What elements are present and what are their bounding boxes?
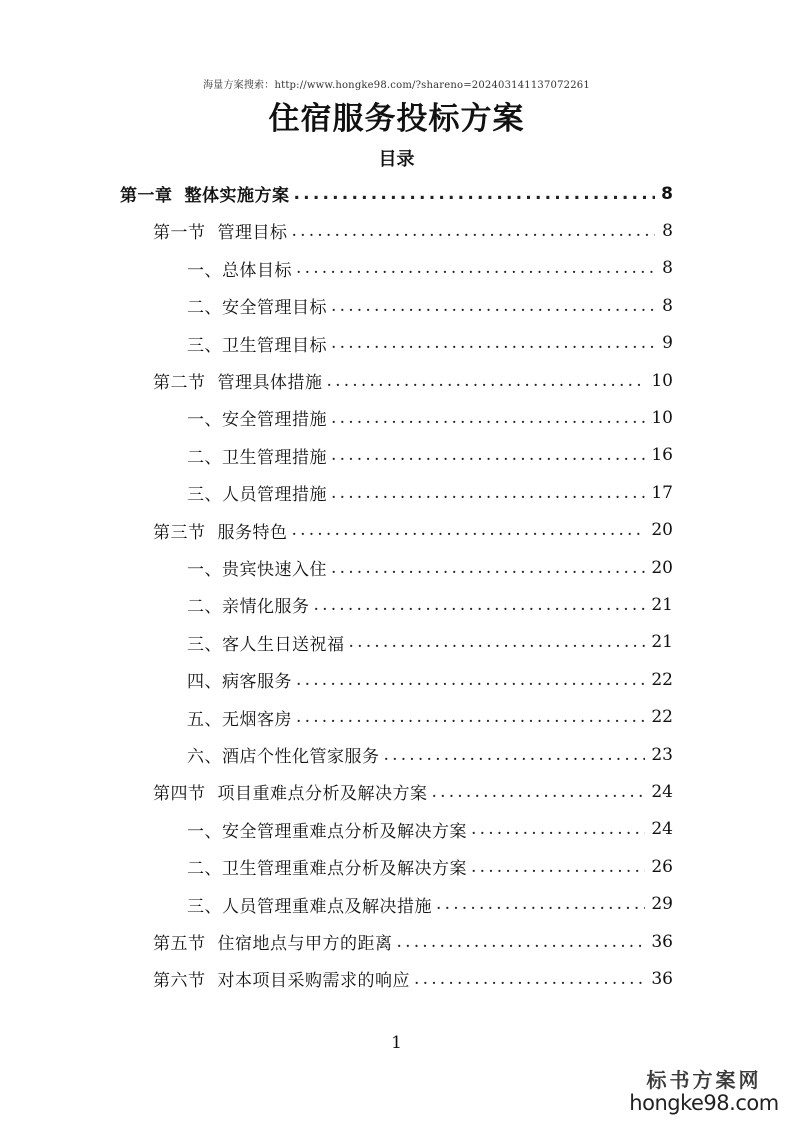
toc-entry[interactable] xyxy=(187,848,673,885)
toc-entry-page: 8 xyxy=(662,295,673,316)
toc-entry-title: 亲情化服务 xyxy=(222,597,310,618)
toc-entry-number: 五、 xyxy=(187,709,222,730)
toc-entry-label xyxy=(187,705,292,730)
toc-entry[interactable] xyxy=(187,250,673,287)
toc-entry-label xyxy=(187,443,327,468)
toc-dot-leader xyxy=(414,969,645,989)
toc-entry-label xyxy=(153,929,393,954)
header-search-url: 海量方案搜索：http://www.hongke98.com/?shareno=202403141137072261 xyxy=(203,80,590,91)
toc-entry[interactable] xyxy=(153,512,673,549)
toc-entry[interactable] xyxy=(120,175,673,212)
toc-dot-leader xyxy=(432,782,646,802)
toc-entry-number: 二、 xyxy=(187,447,222,468)
toc-entry[interactable] xyxy=(153,960,673,997)
toc-entry-label xyxy=(153,218,288,243)
toc-entry-title: 安全管理目标 xyxy=(222,298,327,319)
toc-entry[interactable] xyxy=(153,362,673,399)
toc-dot-leader xyxy=(292,520,646,540)
toc-dot-leader xyxy=(331,333,655,353)
toc-dot-leader xyxy=(384,745,646,765)
toc-entry-page: 22 xyxy=(651,707,673,728)
page-number: 1 xyxy=(391,1033,402,1053)
toc-dot-leader xyxy=(296,707,645,727)
toc-entry-title: 人员管理措施 xyxy=(222,485,327,506)
toc-entry-title: 安全管理措施 xyxy=(222,410,327,431)
toc-entry-title: 客人生日送祝福 xyxy=(222,634,345,655)
toc-entry-page: 21 xyxy=(651,594,673,615)
toc-entry-page: 8 xyxy=(661,183,673,204)
toc-entry[interactable] xyxy=(187,811,673,848)
toc-entry-page: 10 xyxy=(651,370,673,391)
toc-entry-title: 管理具体措施 xyxy=(217,373,323,393)
watermark-en-text: hongke98.com xyxy=(629,1091,779,1115)
toc-entry-page: 36 xyxy=(651,968,673,989)
toc-entry[interactable] xyxy=(153,923,673,960)
toc-entry-title: 卫生管理措施 xyxy=(222,447,327,468)
toc-entry[interactable] xyxy=(187,736,673,773)
toc-entry-page: 24 xyxy=(651,819,673,840)
document-title: 住宿服务投标方案 xyxy=(268,101,525,137)
toc-entry-number: 第五节 xyxy=(153,934,206,954)
toc-entry[interactable] xyxy=(187,399,673,436)
toc-entry-page: 29 xyxy=(651,894,673,915)
toc-entry-number: 第三节 xyxy=(153,522,206,543)
toc-entry-number: 二、 xyxy=(187,859,222,880)
toc-entry[interactable] xyxy=(187,586,673,623)
toc-entry-title: 项目重难点分析及解决方案 xyxy=(217,784,428,805)
toc-dot-leader xyxy=(397,932,646,952)
toc-entry-number: 四、 xyxy=(187,672,222,693)
toc-entry-label xyxy=(187,592,310,617)
toc-dot-leader xyxy=(436,894,645,914)
toc-entry-number: 第六节 xyxy=(153,971,206,992)
toc-dot-leader xyxy=(314,595,646,615)
toc-heading: 目录 xyxy=(378,149,415,170)
toc-entry-title: 人员管理重难点及解决措施 xyxy=(222,896,432,917)
toc-entry-title: 服务特色 xyxy=(217,522,288,543)
toc-dot-leader xyxy=(331,445,645,465)
toc-dot-leader xyxy=(331,558,645,578)
toc-entry[interactable] xyxy=(187,287,673,324)
toc-entry-label xyxy=(187,293,327,318)
toc-entry-page: 26 xyxy=(651,856,673,877)
toc-entry[interactable] xyxy=(153,773,673,810)
toc-entry-label xyxy=(153,368,323,393)
toc-entry-page: 22 xyxy=(651,669,673,690)
toc-entry-label xyxy=(187,667,292,692)
toc-entry-label xyxy=(187,256,292,281)
toc-entry[interactable] xyxy=(187,549,673,586)
toc-entry-number: 一、 xyxy=(187,260,222,281)
toc-entry-page: 8 xyxy=(662,258,673,279)
toc-entry-number: 三、 xyxy=(187,485,222,506)
toc-dot-leader xyxy=(471,819,645,839)
toc-entry-label xyxy=(153,518,288,543)
toc-entry-page: 10 xyxy=(651,407,673,428)
toc-entry-number: 一、 xyxy=(187,560,222,580)
toc-entry[interactable] xyxy=(187,474,673,511)
toc-entry-label xyxy=(153,966,410,991)
toc-entry-label xyxy=(120,181,290,206)
toc-entry-label xyxy=(187,892,432,917)
toc-dot-leader xyxy=(331,296,655,316)
watermark-logo xyxy=(629,1064,779,1115)
toc-entry-number: 二、 xyxy=(187,298,222,319)
toc-dot-leader xyxy=(349,632,646,652)
toc-entry-page: 24 xyxy=(651,781,673,802)
toc-entry-label xyxy=(187,480,327,505)
toc-entry-label xyxy=(187,630,345,655)
toc-entry-page: 20 xyxy=(651,557,673,578)
toc-entry-title: 无烟客房 xyxy=(222,709,292,730)
toc-entry[interactable] xyxy=(187,624,673,661)
toc-entry-number: 三、 xyxy=(187,335,222,356)
toc-entry-title: 酒店个性化管家服务 xyxy=(222,747,380,767)
toc-entry-page: 20 xyxy=(651,520,673,541)
toc-entry-page: 17 xyxy=(651,482,673,503)
toc-entry[interactable] xyxy=(187,699,673,736)
toc-entry-title: 病客服务 xyxy=(222,672,292,693)
toc-entry[interactable] xyxy=(187,886,673,923)
toc-dot-leader xyxy=(292,221,656,241)
toc-entry-number: 第二节 xyxy=(153,373,206,393)
toc-dot-leader xyxy=(296,670,645,690)
toc-entry-label xyxy=(187,742,380,767)
toc-entry-label xyxy=(187,854,467,879)
toc-entry-title: 管理目标 xyxy=(217,223,288,244)
toc-entry-page: 8 xyxy=(662,220,673,241)
toc-dot-leader xyxy=(331,483,645,503)
toc-entry-number: 一、 xyxy=(187,821,222,842)
toc-entry-label xyxy=(187,331,327,356)
toc-entry[interactable] xyxy=(187,437,673,474)
toc-entry-number: 一、 xyxy=(187,410,222,431)
toc-dot-leader xyxy=(296,258,655,278)
toc-entry-title: 住宿地点与甲方的距离 xyxy=(217,934,393,954)
toc-entry-title: 贵宾快速入住 xyxy=(222,560,327,580)
toc-entry-label xyxy=(153,779,428,804)
toc-entry-page: 36 xyxy=(651,931,673,952)
toc-dot-leader xyxy=(471,857,645,877)
toc-entry-page: 9 xyxy=(662,333,673,354)
toc-entry-number: 第四节 xyxy=(153,784,206,805)
toc-entry-number: 三、 xyxy=(187,634,222,655)
toc-entry-number: 第一节 xyxy=(153,223,206,244)
toc-entry[interactable] xyxy=(187,661,673,698)
toc-entry[interactable] xyxy=(153,212,673,249)
toc-entry-number: 三、 xyxy=(187,896,222,917)
toc-entry-title: 整体实施方案 xyxy=(184,186,290,206)
toc-dot-leader xyxy=(331,408,645,428)
toc-entry-page: 23 xyxy=(651,744,673,765)
toc-entry-label xyxy=(187,405,327,430)
toc-entry-number: 六、 xyxy=(187,747,222,767)
toc-entry-title: 卫生管理重难点分析及解决方案 xyxy=(222,859,467,880)
toc-entry[interactable] xyxy=(187,325,673,362)
toc-entry-page: 21 xyxy=(651,632,673,653)
toc-entry-title: 卫生管理目标 xyxy=(222,335,327,356)
toc-entry-title: 总体目标 xyxy=(222,260,292,281)
toc-entry-page: 16 xyxy=(651,445,673,466)
toc-dot-leader xyxy=(294,184,656,204)
toc-entry-label xyxy=(187,555,327,580)
toc-entry-title: 安全管理重难点分析及解决方案 xyxy=(222,821,467,842)
toc-dot-leader xyxy=(327,371,646,391)
toc-entry-number: 第一章 xyxy=(120,186,173,206)
toc-entry-title: 对本项目采购需求的响应 xyxy=(217,971,410,992)
toc-entry-number: 二、 xyxy=(187,597,222,618)
watermark-cn-text: 标书方案网 xyxy=(646,1068,762,1092)
toc-entry-label xyxy=(187,817,467,842)
